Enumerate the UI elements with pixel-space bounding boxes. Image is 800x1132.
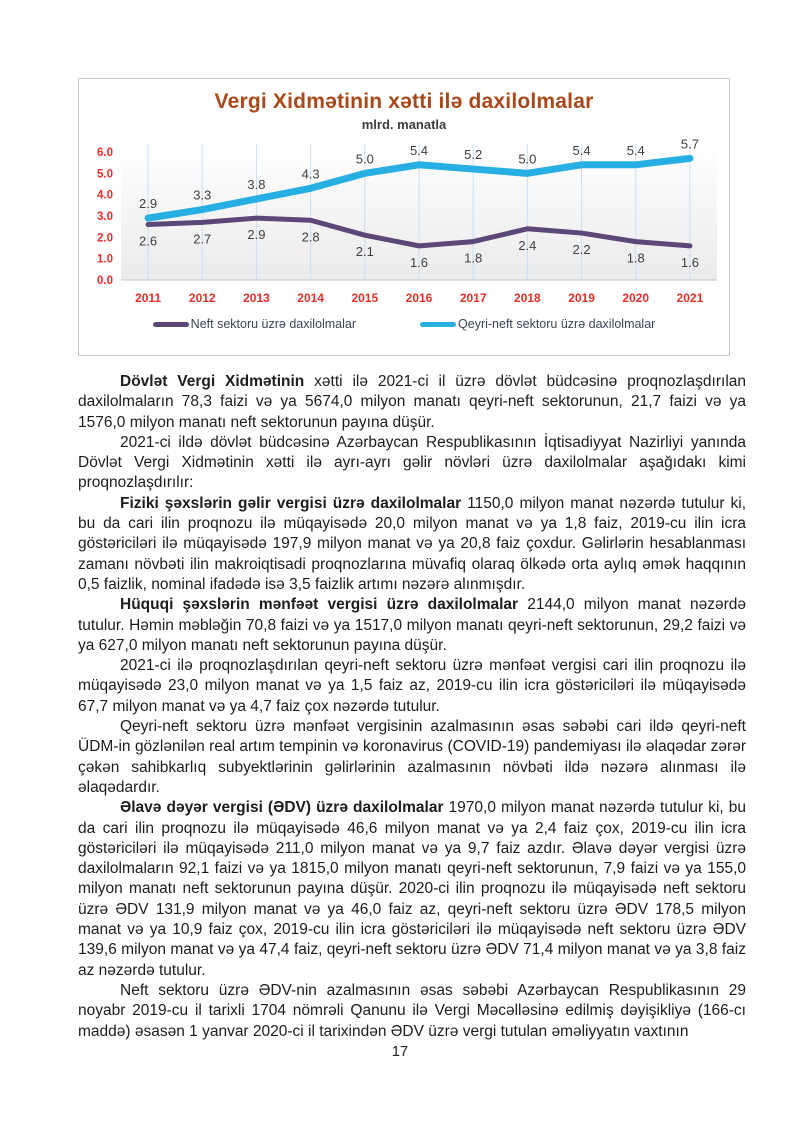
svg-text:1.6: 1.6 <box>409 254 429 270</box>
paragraph-income-tax: Fiziki şəxslərin gəlir vergisi üzrə daxilolmalar 1150,0 milyon manat nəzərdə tutulur ki, bu da cari ilin proqnozu ilə müqayisədə 20,0 milyon manat və ya 1,8 faiz, 2019-cu ilin icra göstəriciləri ilə müqayisədə 197,9 milyon manat və ya 20,8 faiz çoxdur. Gəlirlərin hesablanması zamanı növbəti ilin makroiqtisadi proqnozlarına müvafiq olaraq ölkədə orta aylıq əmək haqqının 0,5 faizlik, nominal ifadədə isə 3,5 faizlik artımı nəzərə alınmışdır. <box>78 494 747 593</box>
svg-text:2.2: 2.2 <box>572 242 591 258</box>
svg-text:2014: 2014 <box>297 291 324 305</box>
svg-text:2.1: 2.1 <box>355 244 374 260</box>
svg-text:2.9: 2.9 <box>247 227 266 243</box>
paragraph-covid-reason: Qeyri-neft sektoru üzrə mənfəət vergisinin azalmasının əsas səbəbi cari ildə qeyri-neft ÜDM-in gözlənilən real artım tempinin və koronavirus (COVID-19) pandemiyası ilə əlaqədar zərər çəkən sahibkarlıq subyektlərinin gəlirlərinin azalmasının növbəti ildə nəzərə alınması ilə əlaqədardır. <box>78 718 746 796</box>
svg-text:2.0: 2.0 <box>97 232 113 245</box>
svg-text:2.9: 2.9 <box>139 196 158 212</box>
svg-text:6.0: 6.0 <box>97 147 113 159</box>
svg-text:1.8: 1.8 <box>464 250 483 266</box>
line-chart <box>79 134 729 316</box>
paragraph-intro: Dövlət Vergi Xidmətinin xətti ilə 2021-ci il üzrə dövlət büdcəsinə proqnozlaşdırılan daxilolmaların 78,3 faizi və ya 5674,0 milyon manatı qeyri-neft sektorunun, 21,7 faizi və ya 1576,0 milyon manatı neft sektorunun payına düşür. <box>78 373 746 431</box>
chart-title: Vergi Xidmətinin xətti ilə daxilolmalar <box>214 90 594 113</box>
svg-text:3.3: 3.3 <box>193 187 212 203</box>
svg-text:3.8: 3.8 <box>247 176 266 192</box>
paragraph-forecast-list: 2021-ci ildə dövlət büdcəsinə Azərbaycan Respublikasının İqtisadiyyat Nazirliyi yanında Dövlət Vergi Xidmətinin xətti ilə ayrı-ayrı gəlir növləri üzrə daxilolmalar aşağıdakı kimi proqnozlaşdırılır: <box>78 433 746 492</box>
paragraph-lead: Hüquqi şəxslərin mənfəət vergisi üzrə daxilolmalar <box>120 596 519 614</box>
svg-text:3.0: 3.0 <box>97 211 113 223</box>
svg-text:2.6: 2.6 <box>139 233 158 249</box>
svg-text:5.0: 5.0 <box>355 151 374 167</box>
svg-text:5.0: 5.0 <box>518 151 537 167</box>
svg-text:2.7: 2.7 <box>193 231 212 247</box>
svg-text:2021: 2021 <box>676 291 704 305</box>
svg-text:5.4: 5.4 <box>572 142 591 158</box>
svg-text:2017: 2017 <box>459 291 487 305</box>
svg-text:2020: 2020 <box>622 291 650 305</box>
svg-text:5.4: 5.4 <box>409 142 429 158</box>
paragraph-profit-tax: Hüquqi şəxslərin mənfəət vergisi üzrə daxilolmalar 2144,0 milyon manat nəzərdə tutulur. Həmin məbləğin 70,8 faizi və ya 1517,0 milyon manatı qeyri-neft sektorunun, 29,2 faizi və ya 627,0 milyon manatı neft sektorunun payına düşür. <box>78 596 746 654</box>
svg-text:2018: 2018 <box>514 291 541 305</box>
svg-text:2012: 2012 <box>188 291 216 305</box>
svg-text:2.8: 2.8 <box>301 229 320 245</box>
svg-text:2015: 2015 <box>351 291 379 305</box>
paragraph-vat-reason: Neft sektoru üzrə ƏDV-nin azalmasının əsas səbəbi Azərbaycan Respublikasının 29 noyabr 2019-cu il tarixli 1704 nömrəli Qanunu ilə Vergi Məcəlləsinə edilmiş dəyişikliyə (166-cı maddə) əsasən 1 yanvar 2020-ci il tarixindən ƏDV üzrə vergi tutulan əməliyyatın vaxtının <box>78 981 746 1040</box>
svg-text:5.2: 5.2 <box>464 147 483 163</box>
paragraph-vat: Əlavə dəyər vergisi (ƏDV) üzrə daxilolmalar 1970,0 milyon manat nəzərdə tutulur ki, bu da cari ilin proqnozu ilə müqayisədə 46,6 milyon manat və ya 2,4 faiz çox, 2019-cu ilin icra göstəriciləri ilə müqayisədə 211,0 milyon manat və ya 9,7 faiz azdır. Əlavə dəyər vergisi üzrə daxilolmaların 92,1 faizi və ya 1815,0 milyon manatı qeyri-neft sektorunun, 7,9 faizi və ya 155,0 milyon manatı neft sektorunun payına düşür. 2020-ci ilin proqnozu ilə müqayisədə neft sektoru üzrə ƏDV 131,9 milyon manat və ya 46,0 faiz az, qeyri-neft sektoru üzrə ƏDV 178,5 milyon manat və ya 10,9 faiz çox, 2019-cu ilin icra göstəriciləri ilə müqayisədə neft sektoru üzrə ƏDV 139,6 milyon manat və ya 47,4 faiz, qeyri-neft sektoru üzrə ƏDV 71,4 milyon manat və ya 3,8 faiz az nəzərdə tutulur. <box>78 799 746 979</box>
paragraph-lead: Fiziki şəxslərin gəlir vergisi üzrə daxilolmalar <box>120 494 462 512</box>
svg-text:2016: 2016 <box>405 291 433 305</box>
page-number: 17 <box>391 1044 409 1060</box>
chart-legend <box>79 317 729 331</box>
svg-text:1.6: 1.6 <box>680 254 699 270</box>
paragraph-profit-tax-comparison: 2021-ci ilə proqnozlaşdırılan qeyri-neft sektoru üzrə mənfəət vergisi cari ilin proqnozu ilə müqayisədə 23,0 milyon manat və ya 1,5 faiz az, 2019-cu ilin icra göstəriciləri ilə müqayisədə 67,7 milyon manat və ya 4,7 faiz çox nəzərdə tutulur. <box>78 657 746 715</box>
svg-text:5.0: 5.0 <box>97 168 113 181</box>
svg-text:5.7: 5.7 <box>680 136 699 152</box>
svg-text:0.0: 0.0 <box>97 275 113 287</box>
legend-item-nonoil-sector <box>420 317 655 331</box>
chart-container <box>78 78 730 356</box>
svg-text:5.4: 5.4 <box>626 142 645 158</box>
legend-item-oil-sector <box>153 317 356 331</box>
legend-label-oil: Neft sektoru üzrə daxilolmalar <box>190 317 357 331</box>
svg-text:4.0: 4.0 <box>97 189 113 202</box>
svg-text:2013: 2013 <box>243 291 270 305</box>
nonoil-series-swatch-icon <box>420 322 456 327</box>
svg-text:4.3: 4.3 <box>301 166 320 182</box>
oil-series-swatch-icon <box>153 322 189 327</box>
svg-text:1.0: 1.0 <box>97 253 113 266</box>
svg-text:2011: 2011 <box>135 291 162 305</box>
svg-text:2019: 2019 <box>568 291 595 305</box>
svg-text:1.8: 1.8 <box>626 250 645 266</box>
paragraph-lead: Dövlət Vergi Xidmətinin <box>120 373 305 390</box>
legend-label-nonoil: Qeyri-neft sektoru üzrə daxilolmalar <box>458 317 656 331</box>
paragraph-lead: Əlavə dəyər vergisi (ƏDV) üzrə daxilolmalar <box>120 799 444 817</box>
chart-subtitle: mlrd. manatla <box>361 117 447 132</box>
body-text <box>78 372 746 1042</box>
svg-text:2.4: 2.4 <box>518 237 537 253</box>
